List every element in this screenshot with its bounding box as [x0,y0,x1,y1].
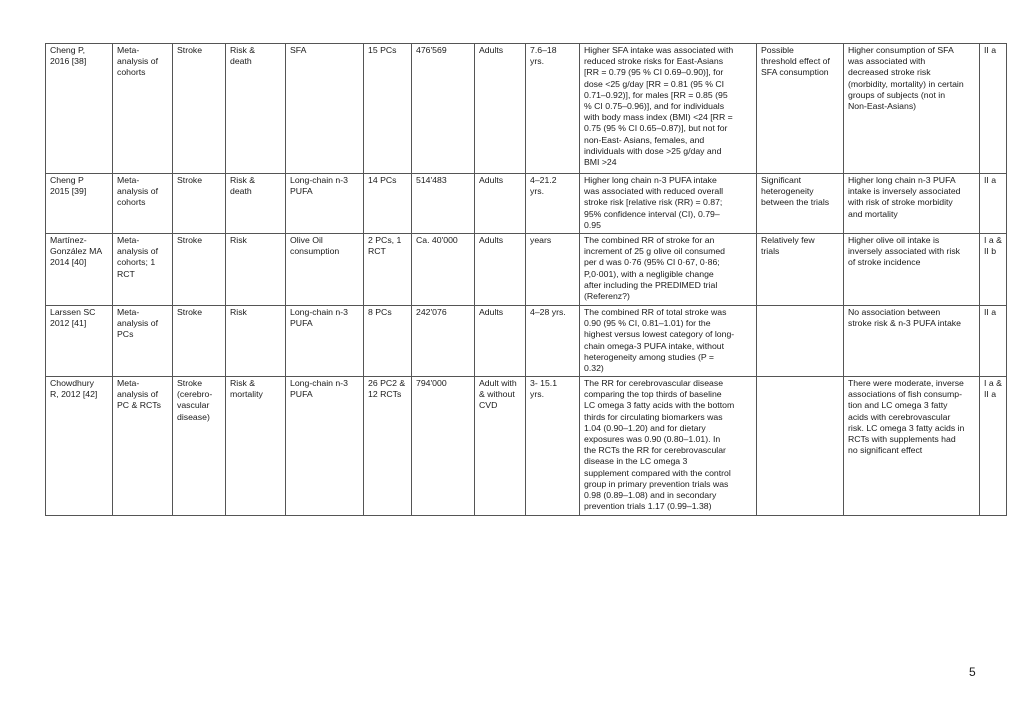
cell-population: Adult with & without CVD [475,377,526,516]
cell-comments [757,377,844,516]
cell-participants: 514'483 [412,174,475,234]
cell-outcome: Stroke [173,44,226,174]
cell-study-design: Meta- analysis of cohorts [113,174,173,234]
cell-evidence-level: II a [980,306,1007,377]
cell-study-design: Meta- analysis of PC & RCTs [113,377,173,516]
cell-population: Adults [475,174,526,234]
cell-outcome: Stroke [173,306,226,377]
cell-exposure: Olive Oil consumption [286,234,364,306]
cell-study-design: Meta- analysis of cohorts; 1 RCT [113,234,173,306]
table-row [46,377,1007,516]
cell-endpoint: Risk & mortality [226,377,286,516]
cell-evidence-level: II a [980,174,1007,234]
cell-evidence-level: II a [980,44,1007,174]
table-row [46,234,1007,306]
cell-exposure: SFA [286,44,364,174]
cell-results: The RR for cerebrovascular disease comparing the top thirds of baseline LC omega 3 fatty acids with the bottom thirds for circulating biomarkers was 1.04 (0.90–1.20) and for dietary exposures was 0.90 (0.80–1.01). In the RCTs the RR for cerebrovascular disease in the LC omega 3 supplement compared with the control group in primary prevention trials was 0.98 (0.89–1.08) and in secondary prevention trials 1.17 (0.99–1.38) [580,377,757,516]
cell-endpoint: Risk & death [226,174,286,234]
cell-evidence-level: I a & II a [980,377,1007,516]
cell-population: Adults [475,306,526,377]
cell-follow-up: 3- 15.1 yrs. [526,377,580,516]
cell-follow-up: years [526,234,580,306]
cell-conclusion: No association between stroke risk & n-3 PUFA intake [844,306,980,377]
cell-number-of-studies: 14 PCs [364,174,412,234]
table-row [46,174,1007,234]
cell-follow-up: 4–21.2 yrs. [526,174,580,234]
cell-author: Cheng P 2015 [39] [46,174,113,234]
cell-results: The combined RR of stroke for an increment of 25 g olive oil consumed per d was 0·76 (95% CI 0·67, 0·86; P,0·001), with a negligible change after including the PREDIMED trial (Referenz?) [580,234,757,306]
cell-outcome: Stroke [173,174,226,234]
cell-exposure: Long-chain n-3 PUFA [286,174,364,234]
cell-comments: Possible threshold effect of SFA consumption [757,44,844,174]
page-number: 5 [969,665,976,679]
cell-author: Chowdhury R, 2012 [42] [46,377,113,516]
cell-participants: Ca. 40'000 [412,234,475,306]
cell-outcome: Stroke (cerebro- vascular disease) [173,377,226,516]
cell-exposure: Long-chain n-3 PUFA [286,306,364,377]
cell-number-of-studies: 2 PCs, 1 RCT [364,234,412,306]
cell-author: Larssen SC 2012 [41] [46,306,113,377]
cell-exposure: Long-chain n-3 PUFA [286,377,364,516]
cell-results: Higher long chain n-3 PUFA intake was associated with reduced overall stroke risk [relative risk (RR) = 0.87; 95% confidence interval (CI), 0.79– 0.95 [580,174,757,234]
cell-study-design: Meta- analysis of cohorts [113,44,173,174]
cell-results: The combined RR of total stroke was 0.90 (95 % CI, 0.81–1.01) for the highest versus lowest category of long- chain omega-3 PUFA intake, without heterogeneity among studies (P = 0.32) [580,306,757,377]
cell-conclusion: Higher consumption of SFA was associated with decreased stroke risk (morbidity, mortality) in certain groups of subjects (not in Non-East-Asians) [844,44,980,174]
cell-conclusion: Higher olive oil intake is inversely associated with risk of stroke incidence [844,234,980,306]
cell-study-design: Meta- analysis of PCs [113,306,173,377]
cell-participants: 242'076 [412,306,475,377]
table-row [46,306,1007,377]
cell-follow-up: 7.6–18 yrs. [526,44,580,174]
cell-evidence-level: I a & II b [980,234,1007,306]
cell-comments: Relatively few trials [757,234,844,306]
cell-results: Higher SFA intake was associated with reduced stroke risks for East-Asians [RR = 0.79 (95 % CI 0.69–0.90)], for dose <25 g/day [RR = 0.81 (95 % CI 0.71–0.92)], for males [RR = 0.85 (95 % CI 0.75–0.96)], and for individuals with body mass index (BMI) <24 [RR = 0.75 (95 % CI 0.65–0.87)], but not for non-East- Asians, females, and individuals with dose >25 g/day and BMI >24 [580,44,757,174]
cell-conclusion: Higher long chain n-3 PUFA intake is inversely associated with risk of stroke morbidity and mortality [844,174,980,234]
cell-follow-up: 4–28 yrs. [526,306,580,377]
cell-participants: 794'000 [412,377,475,516]
cell-outcome: Stroke [173,234,226,306]
cell-endpoint: Risk [226,306,286,377]
cell-population: Adults [475,234,526,306]
cell-comments: Significant heterogeneity between the trials [757,174,844,234]
cell-population: Adults [475,44,526,174]
cell-comments [757,306,844,377]
evidence-table [45,43,1007,516]
cell-participants: 476'569 [412,44,475,174]
cell-number-of-studies: 8 PCs [364,306,412,377]
table-row [46,44,1007,174]
cell-conclusion: There were moderate, inverse associations of fish consump- tion and LC omega 3 fatty acids with cerebrovascular risk. LC omega 3 fatty acids in RCTs with supplements had no significant effect [844,377,980,516]
cell-endpoint: Risk [226,234,286,306]
cell-number-of-studies: 26 PC2 & 12 RCTs [364,377,412,516]
cell-author: Cheng P, 2016 [38] [46,44,113,174]
cell-endpoint: Risk & death [226,44,286,174]
cell-author: Martínez- González MA 2014 [40] [46,234,113,306]
cell-number-of-studies: 15 PCs [364,44,412,174]
